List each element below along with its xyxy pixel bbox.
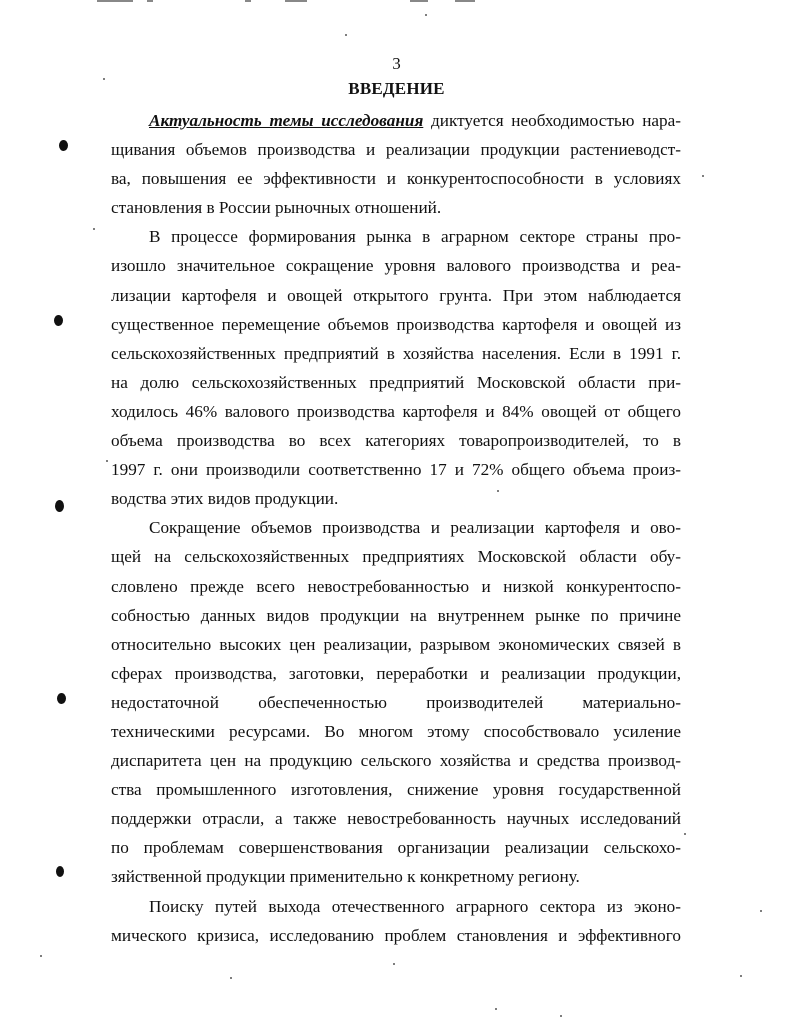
- scan-artifact: [147, 0, 153, 2]
- margin-mark: [56, 866, 64, 877]
- text-line: по проблемам совершенствования организации реализации сельскохо-: [111, 838, 681, 858]
- scan-speck: [702, 175, 704, 177]
- text-line: объема производства во всех категориях товаропроизводителей, то в: [111, 431, 681, 451]
- text-line: поддержки отрасли, а также невостребованность научных исследований: [111, 809, 681, 829]
- text-line: сельскохозяйственных предприятий в хозяйства населения. Если в 1991 г.: [111, 343, 681, 363]
- margin-mark: [59, 140, 68, 151]
- text-line: существенное перемещение объемов производства картофеля и овощей из: [111, 314, 681, 334]
- scan-artifact: [410, 0, 428, 2]
- text-line: ва, повышения ее эффективности и конкурентоспособности в условиях: [111, 169, 681, 189]
- scan-speck: [93, 228, 95, 230]
- scan-speck: [230, 977, 232, 979]
- text-line: В процессе формирования рынка в аграрном секторе страны про-: [149, 227, 681, 247]
- margin-mark: [55, 500, 64, 512]
- text-line: Сокращение объемов производства и реализации картофеля и ово-: [149, 518, 681, 538]
- scan-artifact: [97, 0, 133, 2]
- line-text: диктуется необходимостью нара-: [423, 111, 681, 130]
- text-line: словлено прежде всего невостребованностью и низкой конкурентоспо-: [111, 576, 681, 596]
- text-line: лизации картофеля и овощей открытого грунта. При этом наблюдается: [111, 285, 681, 305]
- scan-speck: [495, 1008, 497, 1010]
- text-line: [111, 106, 681, 135]
- text-line: техническими ресурсами. Во многом этому способствовало усиление: [111, 721, 681, 741]
- text-line: ства промышленного изготовления, снижение уровня государственной: [111, 780, 681, 800]
- text-line: недостаточной обеспеченностью производителей материально-: [111, 692, 681, 712]
- text-line: ходилось 46% валового производства картофеля и 84% овощей от общего: [111, 401, 681, 421]
- page-title: ВВЕДЕНИЕ: [348, 79, 445, 98]
- page-number: 3: [392, 54, 401, 73]
- scan-speck: [345, 34, 347, 36]
- paragraph: [111, 892, 681, 950]
- scan-speck: [560, 1015, 562, 1017]
- scan-speck: [760, 910, 762, 912]
- scan-speck: [425, 14, 427, 16]
- text-line: диспаритета цен на продукцию сельского хозяйства и средства производ-: [111, 751, 681, 771]
- text-line: на долю сельскохозяйственных предприятий Московской области при-: [111, 372, 681, 392]
- scan-artifact: [285, 0, 307, 2]
- margin-mark: [57, 693, 66, 704]
- scan-speck: [106, 460, 108, 462]
- text-line: мического кризиса, исследованию проблем становления и эффективного: [111, 925, 681, 945]
- text-line: зяйственной продукции применительно к конкретному региону.: [111, 867, 580, 887]
- paragraph: [111, 106, 681, 222]
- scan-speck: [393, 963, 395, 965]
- paragraph: [111, 222, 681, 513]
- body-text: [111, 106, 681, 950]
- scan-speck: [684, 833, 686, 835]
- scan-speck: [40, 955, 42, 957]
- text-line: становления в России рыночных отношений.: [111, 198, 442, 218]
- paragraph: [111, 513, 681, 891]
- scan-speck: [740, 975, 742, 977]
- text-line: изошло значительное сокращение уровня валового производства и реа-: [111, 256, 681, 276]
- text-line: 1997 г. они производили соответственно 17 и 72% общего объема произ-: [111, 460, 681, 480]
- margin-mark: [54, 315, 63, 326]
- text-line: Поиску путей выхода отечественного аграрного сектора из эконо-: [149, 896, 681, 916]
- text-line: щей на сельскохозяйственных предприятиях Московской области обу-: [111, 547, 681, 567]
- text-line: сферах производства, заготовки, переработки и реализации продукции,: [111, 663, 681, 683]
- text-line: щивания объемов производства и реализации продукции растениеводст-: [111, 140, 681, 160]
- scan-artifact: [455, 0, 475, 2]
- text-line: собностью данных видов продукции на внутреннем рынке по причине: [111, 605, 681, 625]
- emphasis-phrase: Актуальность темы исследования: [149, 111, 424, 130]
- text-line: водства этих видов продукции.: [111, 489, 339, 509]
- scan-artifact: [245, 0, 251, 2]
- text-line: относительно высоких цен реализации, разрывом экономических связей в: [111, 634, 681, 654]
